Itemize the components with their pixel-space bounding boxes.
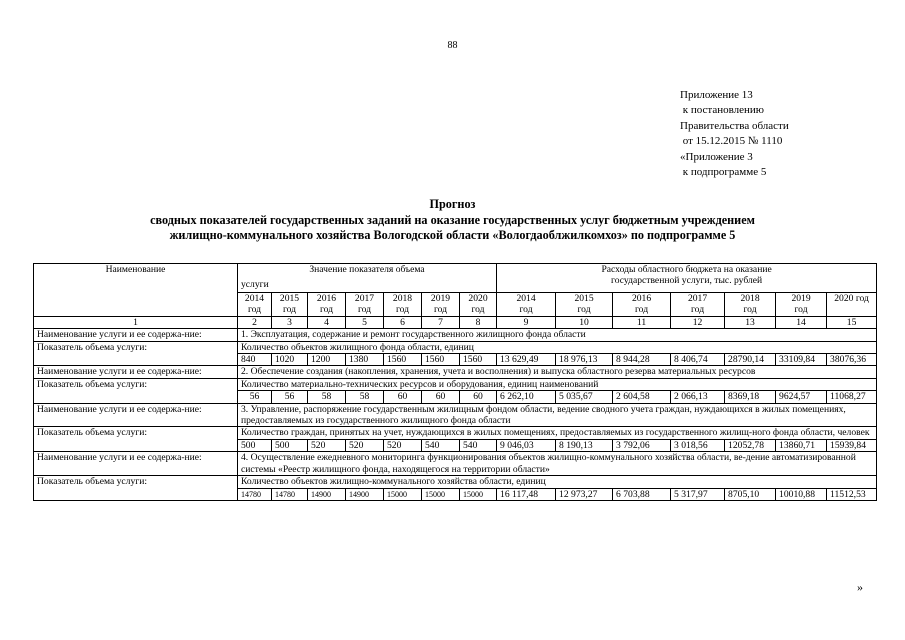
budget-value: 9 046,03	[497, 439, 556, 451]
year-god-label: год	[577, 304, 591, 316]
budget-value: 2 066,13	[671, 391, 725, 403]
appendix-line: от 15.12.2015 № 1110	[680, 135, 783, 148]
year-label: 2015	[574, 293, 594, 304]
budget-value: 8705,10	[725, 488, 776, 500]
volume-value: 1380	[346, 354, 384, 366]
volume-year-header	[272, 293, 308, 317]
column-number: 5	[346, 316, 384, 328]
year-god-label: год	[319, 304, 334, 316]
year-god-label: год	[743, 304, 757, 316]
title-line-2: сводных показателей государственных заданий на оказание государственных услуг бюджетным учреждением	[150, 212, 755, 227]
volume-year-header	[460, 293, 497, 317]
column-number: 1	[34, 316, 238, 328]
budget-year-header	[556, 293, 613, 317]
service-name-label: Наименование услуги и ее содержа-ние:	[34, 329, 238, 341]
year-label: 2017	[687, 293, 708, 304]
volume-value: 1560	[384, 354, 422, 366]
volume-year-header	[346, 293, 384, 317]
year-god-label: год	[247, 304, 262, 316]
column-number: 2	[238, 316, 272, 328]
service-name-row	[34, 403, 877, 427]
volume-value: 60	[384, 391, 422, 403]
year-god-label: год	[634, 304, 649, 316]
budget-year-header: 2020 год	[827, 293, 877, 317]
service-name-label: Наименование услуги и ее содержа-ние:	[34, 366, 238, 378]
volume-value: 520	[308, 439, 346, 451]
column-number: 7	[422, 316, 460, 328]
title-line-1: Прогноз	[429, 197, 476, 211]
volume-value: 500	[272, 439, 308, 451]
budget-value: 12052,78	[725, 439, 776, 451]
budget-value: 15939,84	[827, 439, 877, 451]
budget-value: 8 944,28	[613, 354, 671, 366]
budget-year-header	[497, 293, 556, 317]
appendix-line: к подпрограмме 5	[680, 166, 767, 179]
column-number: 10	[556, 316, 613, 328]
appendix-block	[680, 88, 789, 180]
volume-year-header	[238, 293, 272, 317]
service-name-row	[34, 329, 877, 341]
volume-indicator-row	[34, 476, 877, 488]
volume-value: 540	[422, 439, 460, 451]
budget-value: 38076,36	[827, 354, 877, 366]
header-budget-title: Расходы областного бюджета на оказание	[601, 264, 772, 275]
column-number: 4	[308, 316, 346, 328]
budget-value: 13 629,49	[497, 354, 556, 366]
appendix-line: Правительства области	[680, 119, 789, 132]
header-volume-sub: услуги	[241, 279, 269, 291]
column-number: 13	[725, 316, 776, 328]
volume-value: 58	[346, 391, 384, 403]
volume-indicator-label: Показатель объема услуги:	[34, 378, 238, 403]
volume-value: 60	[422, 391, 460, 403]
year-god-label: год	[357, 304, 372, 316]
volume-value: 540	[460, 439, 497, 451]
budget-value: 10010,88	[776, 488, 827, 500]
service-description: 4. Осуществление ежедневного мониторинга функционирования объектов жилищно-коммунального хозяйства области, ве-дение автоматизированной системы «Реестр жилищного фонда, находящегося на территории области»	[238, 452, 877, 476]
volume-indicator-text: Количество граждан, принятых на учет, нуждающихся в жилых помещениях, предоставляемых из государственного жилищ-ного фонда области, человек	[238, 427, 877, 439]
budget-value: 13860,71	[776, 439, 827, 451]
year-god-label: год	[794, 304, 808, 316]
budget-value: 5 317,97	[671, 488, 725, 500]
volume-indicator-row	[34, 341, 877, 353]
year-label: 2015	[279, 293, 300, 304]
appendix-line: «Приложение 3	[680, 150, 753, 163]
volume-year-header	[422, 293, 460, 317]
header-budget-sub: государственной услуги, тыс. рублей	[611, 275, 763, 287]
service-name-label: Наименование услуги и ее содержа-ние:	[34, 403, 238, 427]
year-label: 2018	[740, 293, 760, 304]
year-label: 2019	[430, 293, 451, 304]
year-label: 2019	[791, 293, 811, 304]
volume-value: 56	[238, 391, 272, 403]
column-numbers-row	[34, 316, 877, 328]
volume-indicator-label: Показатель объема услуги:	[34, 427, 238, 452]
volume-value: 840	[238, 354, 272, 366]
volume-value: 15000	[422, 488, 460, 500]
service-name-label: Наименование услуги и ее содержа-ние:	[34, 452, 238, 476]
budget-value: 11068,27	[827, 391, 877, 403]
budget-year-header	[613, 293, 671, 317]
year-label: 2014	[516, 293, 536, 304]
volume-year-header	[384, 293, 422, 317]
forecast-table	[33, 263, 877, 501]
year-label: 2017	[354, 293, 375, 304]
column-number: 6	[384, 316, 422, 328]
budget-value: 12 973,27	[556, 488, 613, 500]
appendix-line: к постановлению	[680, 104, 765, 117]
volume-value: 15000	[384, 488, 422, 500]
service-name-row	[34, 366, 877, 378]
header-name: Наименование	[34, 264, 238, 317]
budget-value: 8 406,74	[671, 354, 725, 366]
volume-indicator-row	[34, 427, 877, 439]
volume-indicator-text: Количество объектов жилищно-коммунального хозяйства области, единиц	[238, 476, 877, 488]
budget-value: 6 703,88	[613, 488, 671, 500]
volume-value: 500	[238, 439, 272, 451]
volume-indicator-label: Показатель объема услуги:	[34, 476, 238, 501]
volume-value: 1020	[272, 354, 308, 366]
volume-value: 520	[384, 439, 422, 451]
year-god-label: год	[282, 304, 297, 316]
budget-value: 28790,14	[725, 354, 776, 366]
volume-value: 14780	[238, 488, 272, 500]
volume-indicator-label: Показатель объема услуги:	[34, 341, 238, 366]
budget-value: 2 604,58	[613, 391, 671, 403]
budget-value: 3 792,06	[613, 439, 671, 451]
budget-value: 18 976,13	[556, 354, 613, 366]
year-label: 2016	[631, 293, 652, 304]
volume-value: 14780	[272, 488, 308, 500]
service-description: 2. Обеспечение создания (накопления, хранения, учета и восполнения) и выпуска областного резерва материальных ресурсов	[238, 366, 877, 378]
volume-year-header	[308, 293, 346, 317]
volume-value: 1200	[308, 354, 346, 366]
year-god-label: год	[690, 304, 705, 316]
budget-year-header	[776, 293, 827, 317]
budget-value: 9624,57	[776, 391, 827, 403]
budget-value: 5 035,67	[556, 391, 613, 403]
document-title	[0, 197, 905, 244]
year-label: 2014	[244, 293, 265, 304]
year-god-label: год	[519, 304, 533, 316]
volume-value: 56	[272, 391, 308, 403]
volume-indicator-text: Количество объектов жилищного фонда области, единиц	[238, 341, 877, 353]
year-god-label: год	[433, 304, 448, 316]
year-god-label: год	[471, 304, 485, 316]
header-row	[34, 264, 877, 293]
year-god-label: год	[395, 304, 410, 316]
volume-value: 1560	[460, 354, 497, 366]
column-number: 11	[613, 316, 671, 328]
budget-year-header	[671, 293, 725, 317]
column-number: 12	[671, 316, 725, 328]
volume-indicator-text: Количество материально-технических ресурсов и оборудования, единиц наименований	[238, 378, 877, 390]
volume-value: 14900	[308, 488, 346, 500]
year-label: 2020	[468, 293, 488, 304]
column-number: 3	[272, 316, 308, 328]
volume-value: 520	[346, 439, 384, 451]
column-number: 14	[776, 316, 827, 328]
header-volume-title: Значение показателя объема	[309, 264, 425, 275]
page-number: 88	[447, 40, 458, 51]
budget-value: 16 117,48	[497, 488, 556, 500]
year-label: 2018	[392, 293, 413, 304]
budget-year-header	[725, 293, 776, 317]
budget-value: 33109,84	[776, 354, 827, 366]
column-number: 9	[497, 316, 556, 328]
budget-value: 6 262,10	[497, 391, 556, 403]
budget-value: 8369,18	[725, 391, 776, 403]
budget-value: 3 018,56	[671, 439, 725, 451]
service-description: 3. Управление, распоряжение государственным жилищным фондом области, ведение сводного учета граждан, нуждающихся в жилых помещениях, предоставляемых из государственного жилищного фонда области	[238, 403, 877, 427]
service-name-row	[34, 452, 877, 476]
volume-value: 14900	[346, 488, 384, 500]
title-line-3: жилищно-коммунального хозяйства Вологодской области «Вологдаоблжилкомхоз» по подпрограмме 5	[169, 228, 736, 242]
budget-value: 11512,53	[827, 488, 877, 500]
column-number: 8	[460, 316, 497, 328]
volume-value: 15000	[460, 488, 497, 500]
closing-quote: »	[857, 580, 863, 594]
volume-value: 58	[308, 391, 346, 403]
year-label: 2016	[316, 293, 337, 304]
volume-value: 60	[460, 391, 497, 403]
header-budget	[497, 264, 877, 293]
column-number: 15	[827, 316, 877, 328]
service-description: 1. Эксплуатация, содержание и ремонт государственного жилищного фонда области	[238, 329, 877, 341]
appendix-line: Приложение 13	[680, 89, 753, 101]
budget-value: 8 190,13	[556, 439, 613, 451]
volume-indicator-row	[34, 378, 877, 390]
header-volume	[238, 264, 497, 293]
volume-value: 1560	[422, 354, 460, 366]
